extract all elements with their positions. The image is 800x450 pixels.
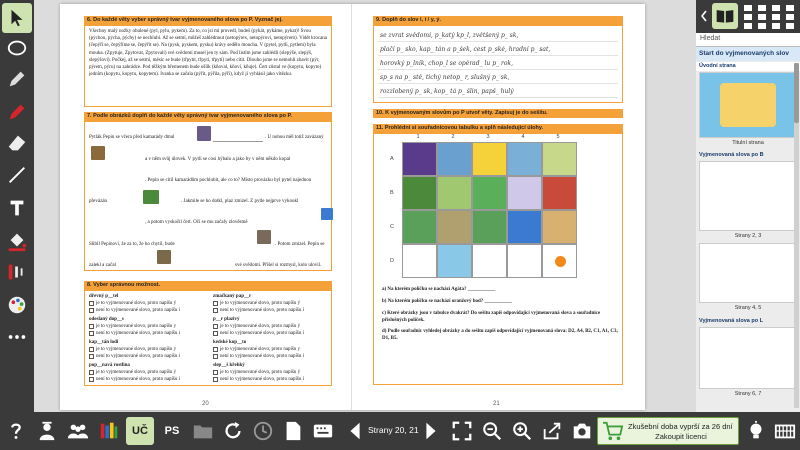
choice-label: není to vyjmenované slovo, proto napíšu í: [96, 308, 181, 314]
choice-label: je to vyjmenované slovo, proto napíšu y: [220, 347, 301, 353]
exercise-7-line-4a: převázán: [89, 199, 108, 204]
choice-option[interactable]: [213, 330, 331, 337]
section-header: Úvodní strana: [696, 62, 800, 71]
book-title: Start do vyjmenovaných slov: [696, 47, 800, 61]
choice-label: není to vyjmenované slovo, proto napíšu i: [96, 354, 181, 360]
handwritten-line[interactable]: rozzlobený p_ sk, kop_ tá p_ šlin, papš_ hulý: [380, 88, 514, 95]
zoom-in-button[interactable]: [510, 417, 534, 445]
marker-icon: [6, 101, 28, 123]
line-width-icon: [6, 261, 28, 283]
checkbox[interactable]: [213, 324, 218, 329]
column-label: 5: [556, 134, 560, 140]
screenshot-button[interactable]: [570, 417, 594, 445]
choice-option[interactable]: [89, 300, 207, 307]
choice-group: [89, 339, 207, 360]
fill-tool[interactable]: [2, 226, 32, 256]
ellipse-tool[interactable]: [2, 33, 32, 63]
choice-option[interactable]: [89, 353, 207, 360]
sidebar-toolbar: [696, 0, 800, 33]
grid-cell[interactable]: [472, 176, 507, 210]
blank-line[interactable]: [213, 141, 263, 142]
exercise-7-line-6: Slibil Pepinovi, že za to, že ho chytil, bude: [89, 242, 175, 247]
sync-button[interactable]: [220, 417, 246, 445]
grid-cell[interactable]: [542, 244, 577, 278]
library-button[interactable]: [96, 417, 122, 445]
choice-label: není to vyjmenované slovo, proto napíšu í: [220, 377, 305, 383]
grid-cell[interactable]: [542, 176, 577, 210]
clock-history-icon: [252, 420, 274, 442]
choice-label: není to vyjmenované slovo, proto napíšu í: [220, 308, 305, 314]
checkbox[interactable]: [89, 324, 94, 329]
writing-line: [378, 55, 618, 56]
page-number-right: 21: [493, 401, 500, 407]
handwritten-line[interactable]: plačí p_ sko, kap_ tán a p_šek, cest p_ské, hradní p_ sat,: [380, 46, 551, 53]
choice-heading: odeslaný dop__s: [89, 317, 124, 322]
row-label: C: [390, 224, 394, 230]
thumbnail-caption: Strany 2, 3: [734, 233, 762, 239]
grid-cell[interactable]: [507, 176, 542, 210]
books-icon: [98, 420, 120, 442]
student-icon: [36, 420, 58, 442]
exercise-7-title: 7. Podle obrázků doplň do každé věty správný tvar vyjmenovaného slova po P.: [84, 112, 332, 121]
previous-page-button[interactable]: [344, 417, 366, 445]
handwritten-line[interactable]: se zvrat svědomí, p_katý kp_l, zvětšený p_ sk,: [380, 32, 519, 39]
exercise-6-text: Všechny malý nožky obulené (pyl, pylu, pykem). Za to, co jsi mi provedl, budeš (pykát, pykáme, pykat)! Svou (pýchou, pýcha, pýchy) se nechlubí. Až se setmí, můžeš zahlédnout (netopýrex, netopýrovi, netopýrem). Vidět krocana (čepýří se, čepýříme se, čepýřit se). Na (pysk, pyskem, pysku) krávy sedělo moucha. V (pytel, pytli, pytlem) byla mouka. (Zpytuje, Zpytovat, Zpytovali) své svědomí musel jen ty sám. Pod listím jsme zahlédli (slepýše, slepýš, slepýšovi). Počkej, až se setmí, měsíc se bude (třpytit, třpyti, třpytí) nebo cítit. Dlouho jsme se nemohli zbavit (pýr, pýrem, pýru) na zahrádce. Pod těžkým břemenem bude ošlík (kňoval, kňoví, kňuje). Čert zůstal ve (kopytu, kopyto) jedním (kopytu, kopytu, kopytem). Ivanka se začala (pýřit, pýřila, pýří), když ji vyhlásil jako vítězku.: [89, 29, 328, 78]
rooster-picture: [197, 126, 211, 141]
choice-label: je to vyjmenované slovo, proto napíšu ý: [220, 301, 301, 307]
column-label: 1: [416, 134, 420, 140]
zoom-out-icon: [481, 420, 503, 442]
text-tool[interactable]: [2, 193, 32, 223]
line-icon: [6, 164, 28, 186]
choice-option[interactable]: [89, 307, 207, 314]
choice-option[interactable]: [213, 300, 331, 307]
chevron-left-icon: [700, 9, 708, 23]
handwritten-line[interactable]: horovký p_lník, chop_l se opěrad_ lu p_ rok,: [380, 60, 513, 67]
pencil-tool[interactable]: [2, 64, 32, 94]
pointer-tool[interactable]: [2, 3, 32, 33]
exercise-7-line-2: a v něm svůj úlovek. V pytli se cosi hýbalo a jako by v něm někdo kopal: [145, 157, 291, 162]
choice-label: není to vyjmenované slovo, proto napíšu i: [220, 354, 305, 360]
row-label: A: [390, 156, 394, 162]
page-thumbnail-cover[interactable]: [699, 72, 797, 138]
exercise-7-line-7a: zalekl a začal: [89, 263, 116, 268]
color-palette-tool[interactable]: [2, 290, 32, 320]
grid-cell[interactable]: [507, 142, 542, 176]
grid-cell[interactable]: [542, 142, 577, 176]
checkbox[interactable]: [89, 377, 94, 382]
grid-cell[interactable]: [437, 142, 472, 176]
snake-picture: [143, 190, 159, 204]
exercise-6-box: [84, 25, 332, 107]
grid-cell[interactable]: [402, 210, 437, 244]
exercise-7-line-5: , a potom vyskočil čert. Oči se mu začaly zlověstně: [145, 220, 248, 225]
page-thumbnail-4-5[interactable]: [699, 243, 797, 303]
checkbox[interactable]: [213, 354, 218, 359]
thumbnail-caption: Titulní strana: [732, 140, 764, 146]
choice-option[interactable]: [213, 323, 331, 330]
page-indicator[interactable]: Strany 20, 21: [368, 425, 419, 435]
choice-heading: p__r plazivý: [213, 317, 240, 322]
pencil-icon: [6, 68, 28, 90]
writing-line: [378, 83, 618, 84]
grid-cell[interactable]: [402, 142, 437, 176]
workbook-toggle[interactable]: PS: [164, 425, 180, 437]
zoom-in-icon: [511, 420, 533, 442]
choice-option[interactable]: [213, 346, 331, 353]
cursor-arrow-icon: [6, 7, 28, 29]
page-thumbnail-6-7[interactable]: [699, 327, 797, 389]
share-button[interactable]: [540, 417, 564, 445]
color-line-width[interactable]: [2, 257, 32, 287]
question: d) Podle souřadnic vyhledej obrázky a do sešitu zapiš odpovídající vyjmenovaná slova: D2, A4, B2, C1, A1, C3, D1, B5.: [382, 329, 618, 342]
exercise-7-line-1: Pytlák Pepin se včera před kamarády dmul: [89, 135, 175, 140]
choice-heading: pop__navá rostlina: [89, 363, 130, 368]
keyboard-icon: [312, 420, 334, 442]
row-label: D: [390, 258, 394, 264]
cover-illustration: [720, 83, 776, 127]
choice-label: je to vyjmenované slovo, proto napíšu ý: [96, 301, 177, 307]
checkbox[interactable]: [213, 301, 218, 306]
refresh-icon: [222, 420, 244, 442]
media-type-icons: [742, 3, 798, 30]
checkbox[interactable]: [89, 331, 94, 336]
choice-group: [89, 293, 207, 314]
choice-label: je to vyjmenované slovo, proto napíšu y: [96, 347, 177, 353]
choice-option[interactable]: [89, 330, 207, 337]
fit-screen-icon: [451, 420, 473, 442]
checkbox[interactable]: [89, 354, 94, 359]
textbook-toggle[interactable]: UČ: [126, 417, 154, 445]
eraser-tool[interactable]: [2, 128, 32, 158]
grid-cell[interactable]: [437, 176, 472, 210]
checkbox[interactable]: [213, 347, 218, 352]
choice-group: [213, 362, 331, 383]
column-label: 3: [486, 134, 490, 140]
paint-bucket-icon: [6, 230, 28, 252]
book-icon: [715, 6, 735, 26]
scrollbar[interactable]: [794, 63, 799, 408]
folder-icon: [192, 420, 214, 442]
writing-line: [378, 97, 618, 98]
devil-picture: [257, 230, 271, 244]
exercise-9-title: 9. Doplň do slov i, í / y, ý.: [373, 16, 623, 25]
exercise-6-title: 6. Do každé věty vyber správný tvar vyjmenovaného slova po P. Vyznač jej.: [84, 16, 332, 25]
shopping-cart-icon: [602, 421, 624, 441]
nose-picture: [321, 208, 333, 220]
notes-button[interactable]: [280, 417, 306, 445]
choice-label: je to vyjmenované slovo, proto napíšu ý: [220, 324, 301, 330]
next-page-button[interactable]: [420, 417, 442, 445]
chevron-right-icon: [420, 420, 442, 442]
choice-group: [89, 362, 207, 383]
choice-group: [89, 316, 207, 337]
exercise-7-line-6b: . Potom zmizel. Pepin se: [275, 242, 325, 247]
choice-label: není to vyjmenované slovo, proto napíšu í: [220, 331, 305, 337]
grid-cell[interactable]: [402, 176, 437, 210]
exercise-7-line-4b: . Jakmile se ho dotkl, plaz zmizel. Z pytle nejprve vykoukl: [181, 199, 299, 204]
collapse-sidebar-button[interactable]: [700, 9, 708, 23]
choice-label: je to vyjmenované slovo, proto napíšu ý: [96, 370, 177, 376]
column-label: 2: [451, 134, 455, 140]
question: b) Na kterém políčku se nachází oranžový bod? ___________: [382, 299, 512, 304]
search-input[interactable]: Hledat: [696, 33, 800, 47]
exercise-7-line-1b: . U nohou měl totiž zavázaný: [265, 135, 324, 140]
column-label: 4: [521, 134, 525, 140]
choice-group: [213, 293, 331, 314]
exercise-8-box: [84, 290, 332, 386]
choice-option[interactable]: [213, 369, 331, 376]
group-icon: [67, 420, 89, 442]
grid-cell[interactable]: [542, 210, 577, 244]
choice-option[interactable]: [213, 376, 331, 383]
book-view-button[interactable]: [712, 3, 738, 29]
ellipse-icon: [6, 37, 28, 59]
checkbox[interactable]: [213, 308, 218, 313]
exercise-7-box: [84, 121, 332, 271]
section-header: Vyjmenovaná slova po L: [699, 318, 763, 324]
media-filter-grid[interactable]: [742, 3, 798, 30]
choice-heading: kap__tán lodi: [89, 340, 119, 345]
orange-dot: [555, 256, 566, 267]
student-button[interactable]: [34, 417, 60, 445]
choice-group: [213, 316, 331, 337]
text-t-icon: [6, 197, 28, 219]
page-left: [60, 4, 352, 410]
license-trial-text: Zkušební doba vyprší za 26 dní: [628, 422, 733, 431]
share-icon: [541, 420, 563, 442]
exercise-11-title: 11. Prohlédni si souřadnicovou tabulku a splň následující úlohy.: [373, 124, 623, 133]
choice-option[interactable]: [89, 323, 207, 330]
choice-option[interactable]: [89, 346, 207, 353]
exercise-9-box: [373, 25, 623, 103]
keyboard-shortcuts-button[interactable]: [310, 417, 336, 445]
checkbox[interactable]: [213, 377, 218, 382]
choice-option[interactable]: [89, 376, 207, 383]
grid-cell[interactable]: [472, 244, 507, 278]
choice-heading: slep__š křehký: [213, 363, 245, 368]
grid-cell[interactable]: [472, 142, 507, 176]
choice-label: je to vyjmenované slovo, proto napíšu ý: [220, 370, 301, 376]
checkbox[interactable]: [89, 347, 94, 352]
buy-license-link[interactable]: Zakoupit licenci: [655, 432, 707, 441]
zoom-out-button[interactable]: [480, 417, 504, 445]
question-mark-icon: [5, 420, 27, 442]
question: a) Na kterém políčku se nachází Agáta? ___________: [382, 287, 496, 292]
exercise-11-box: [373, 133, 623, 385]
writing-line: [378, 41, 618, 42]
choice-heading: kedské kop__to: [213, 340, 247, 345]
checkbox[interactable]: [89, 301, 94, 306]
exercise-7-line-7b: své svědomí. Přišel si rozmysl, kolo ulovil.: [235, 263, 322, 268]
page-right: [353, 4, 645, 410]
grid-cell[interactable]: [437, 244, 472, 278]
handwritten-line[interactable]: sp_s na p_ stě, tichý netop_ r, slušný p_ sk,: [380, 74, 510, 81]
page-number-left: 20: [202, 401, 209, 407]
grid-cell[interactable]: [472, 210, 507, 244]
chevron-left-icon: [344, 420, 366, 442]
checkbox[interactable]: [213, 331, 218, 336]
eraser-icon: [6, 132, 28, 154]
drawing-toolbar: [0, 0, 34, 412]
grid-cell[interactable]: [402, 244, 437, 278]
question: c) Které obrázky jsou v tabulce dvakrát? Do sešitu zapiš odpovídající vyjmenovaná slova a souřadnice příslušných políček.: [382, 311, 601, 324]
more-dots-icon: [6, 326, 28, 348]
writing-line: [378, 69, 618, 70]
exercise-8-title: 8. Vyber správnou možnost.: [84, 281, 332, 290]
exercise-7-line-3: . Pepin se cítil kamarádům pochlubit, ale co to? Místo provázku byl pytel najednou: [145, 178, 312, 183]
help-button[interactable]: [4, 417, 28, 445]
highlight-button[interactable]: [744, 417, 768, 445]
marker-tool[interactable]: [2, 97, 32, 127]
page-thumbnail-2-3[interactable]: [699, 161, 797, 231]
exercise-10-title: 10. K vyjmenovaným slovům po P utvoř věty. Zapisuj je do sešitu.: [373, 109, 623, 118]
folder-button[interactable]: [190, 417, 216, 445]
grid-cell[interactable]: [437, 210, 472, 244]
history-button[interactable]: [250, 417, 276, 445]
camera-icon: [571, 420, 593, 442]
fit-page-button[interactable]: [450, 417, 474, 445]
choice-group: [213, 339, 331, 360]
book-spread[interactable]: [60, 4, 645, 410]
choice-label: není to vyjmenované slovo, proto napíšu i: [96, 331, 181, 337]
glasses-picture: [157, 250, 171, 264]
choice-option[interactable]: [213, 307, 331, 314]
choice-heading: zmačkaný pap__r: [213, 294, 252, 299]
palette-icon: [6, 294, 28, 316]
thumbnail-caption: Strany 4, 5: [734, 305, 762, 311]
section-header: Vyjmenovaná slova po B: [699, 152, 764, 158]
grid-cell[interactable]: [507, 210, 542, 244]
thumbnail-caption: Strany 6, 7: [734, 391, 762, 397]
grid-keyboard-icon: [774, 420, 796, 442]
choice-option[interactable]: [89, 369, 207, 376]
keyboard-button[interactable]: [772, 417, 798, 445]
line-tool[interactable]: [2, 160, 32, 190]
document-icon: [282, 420, 304, 442]
license-banner[interactable]: [597, 417, 739, 445]
class-button[interactable]: [64, 417, 92, 445]
page-navigator-panel: [696, 33, 800, 412]
row-label: B: [390, 190, 394, 196]
lightbulb-icon: [745, 420, 767, 442]
choice-label: není to vyjmenované slovo, proto napíšu í: [96, 377, 181, 383]
sack-picture: [91, 146, 105, 160]
more-tools-button[interactable]: [2, 322, 32, 352]
checkbox[interactable]: [89, 370, 94, 375]
bottom-toolbar: [0, 412, 800, 450]
choice-option[interactable]: [213, 353, 331, 360]
checkbox[interactable]: [213, 370, 218, 375]
grid-cell[interactable]: [507, 244, 542, 278]
choice-label: je to vyjmenované slovo, proto napíšu y: [96, 324, 177, 330]
scrollbar-thumb[interactable]: [794, 63, 799, 123]
choice-heading: dřevný p__tel: [89, 294, 119, 299]
checkbox[interactable]: [89, 308, 94, 313]
